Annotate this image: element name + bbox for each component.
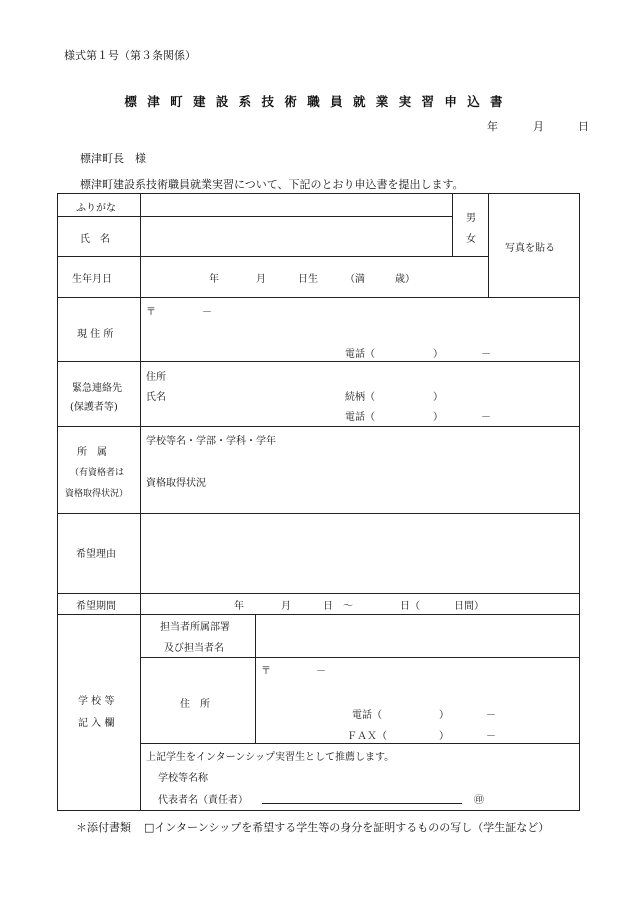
addressee: 標津町長 様	[80, 152, 146, 165]
period-year: 年	[234, 601, 244, 612]
gender-female[interactable]: 女	[466, 234, 476, 245]
address-label: 現 住 所	[77, 329, 114, 340]
representative-signature-line[interactable]	[262, 803, 462, 804]
period-label: 希望期間	[76, 601, 116, 612]
emergency-phone: 電話（	[345, 412, 375, 423]
phone-close: ）	[433, 349, 443, 360]
contact-label-2: 及び担当者名	[164, 643, 224, 654]
name-label: 氏 名	[80, 234, 110, 245]
period-days: 日間）	[454, 601, 484, 612]
emergency-name: 氏名	[146, 392, 166, 403]
school-phone-dash: －	[486, 710, 496, 721]
attachment-item: □インターンシップを希望する学生等の身分を証明するものの写し（学生証など）	[144, 821, 550, 834]
gender-male[interactable]: 男	[466, 213, 476, 224]
form-title: 標 津 町 建 設 系 技 術 職 員 就 業 実 習 申 込 書	[124, 94, 506, 109]
school-phone-close: ）	[439, 710, 449, 721]
emergency-address: 住所	[146, 372, 166, 383]
photo-label: 写真を貼る	[505, 243, 555, 254]
school-address-label: 住 所	[180, 699, 210, 710]
seal-mark: ㊞	[474, 795, 484, 806]
affiliation-label: 所 属	[77, 447, 107, 458]
emergency-label-1: 緊急連絡先	[72, 383, 122, 394]
emergency-label-2: (保護者等)	[70, 402, 118, 413]
period-tilde: ～	[343, 601, 353, 612]
date-month: 月	[533, 120, 544, 133]
form-number: 様式第１号（第３条関係）	[64, 49, 196, 62]
school-postal-dash: －	[316, 666, 326, 677]
representative-label: 代表者名（責任者）	[158, 795, 248, 806]
affiliation-note-1: （有資格者は	[70, 468, 125, 478]
affiliation-note-2: 資格取得状況）	[65, 489, 129, 499]
attachment-label: ＊添付書類	[76, 821, 131, 834]
birth-label: 生年月日	[72, 274, 112, 285]
phone-dash: －	[481, 349, 491, 360]
recommend-text: 上記学生をインターンシップ実習生として推薦します。	[146, 752, 395, 763]
school-section-label-1: 学 校 等	[78, 696, 115, 707]
period-day: 日	[323, 601, 333, 612]
emergency-phone-close: ）	[433, 412, 443, 423]
school-fax: ＦＡＸ（	[347, 731, 387, 742]
school-fax-close: ）	[439, 731, 449, 742]
reason-label: 希望理由	[76, 549, 116, 560]
date-year: 年	[487, 120, 498, 133]
postal-mark: 〒	[146, 307, 156, 318]
school-fax-dash: －	[486, 731, 496, 742]
emergency-relation-close: ）	[433, 392, 443, 403]
birth-age: （満 歳）	[345, 274, 415, 285]
reason-field[interactable]	[141, 514, 579, 593]
name-field[interactable]	[141, 217, 452, 256]
date-day: 日	[578, 120, 589, 133]
furigana-field[interactable]	[141, 194, 452, 216]
school-phone: 電話（	[352, 710, 382, 721]
emergency-phone-dash: －	[481, 412, 491, 423]
birth-day: 日生	[298, 274, 318, 285]
phone-label: 電話（	[345, 349, 375, 360]
school-section-label-2: 記 入 欄	[78, 718, 115, 729]
school-postal-mark: 〒	[261, 666, 271, 677]
furigana-label: ふりがな	[76, 203, 116, 214]
school-info: 学校等名・学部・学科・学年	[146, 436, 276, 447]
intro-text: 標津町建設系技術職員就業実習について、下記のとおり申込書を提出します。	[80, 178, 464, 191]
school-name-label: 学校等名称	[158, 773, 208, 784]
birth-year: 年	[209, 274, 219, 285]
contact-label-1: 担当者所属部署	[160, 622, 230, 633]
postal-dash: －	[202, 307, 212, 318]
period-day-2: 日（	[400, 601, 420, 612]
period-month: 月	[281, 601, 291, 612]
birth-month: 月	[256, 274, 266, 285]
emergency-relation: 続柄（	[345, 392, 375, 403]
qualification-info: 資格取得状況	[146, 478, 206, 489]
